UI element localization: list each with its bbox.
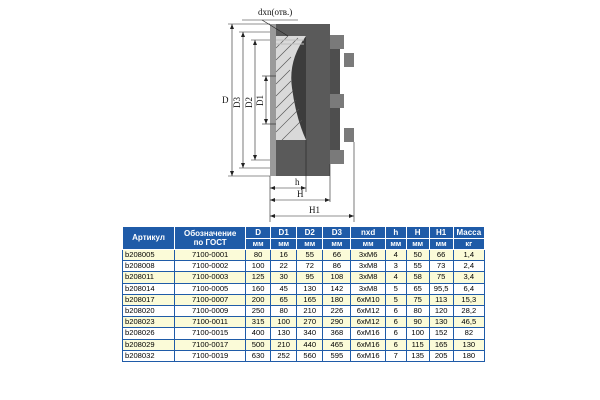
table-cell: 6 [385, 328, 406, 339]
table-cell: 28,2 [453, 305, 484, 316]
header-article: Артикул [123, 227, 175, 250]
cell-gost: 7100-0003 [175, 272, 246, 283]
cell-gost: 7100-0011 [175, 317, 246, 328]
table-cell: 5 [385, 283, 406, 294]
table-cell: 180 [453, 350, 484, 361]
table-cell: 80 [406, 305, 429, 316]
table-cell: 45 [271, 283, 297, 294]
table-row [123, 317, 485, 328]
table-cell: 75 [406, 294, 429, 305]
table-cell: 3xM8 [351, 283, 385, 294]
table-cell: 250 [246, 305, 271, 316]
label-D: D [222, 95, 229, 105]
table-cell: 95,5 [429, 283, 453, 294]
table-cell: 65 [406, 283, 429, 294]
table-cell: 4 [385, 272, 406, 283]
unit-cell: кг [453, 239, 484, 250]
table-cell: 180 [323, 294, 351, 305]
unit-cell: мм [406, 239, 429, 250]
table-cell: 22 [271, 261, 297, 272]
cell-article: b208020 [123, 305, 175, 316]
table-cell: 252 [271, 350, 297, 361]
header-H1: H1 [429, 227, 453, 239]
table-cell: 440 [297, 339, 323, 350]
table-cell: 100 [246, 261, 271, 272]
cell-article: b208014 [123, 283, 175, 294]
table-cell: 82 [453, 328, 484, 339]
table-cell: 135 [406, 350, 429, 361]
table-cell: 6xM16 [351, 339, 385, 350]
table-cell: 58 [406, 272, 429, 283]
jaw-bottom-step [344, 128, 354, 142]
table-cell: 3xM8 [351, 261, 385, 272]
header-mass: Масса [453, 227, 484, 239]
table-cell: 210 [297, 305, 323, 316]
table-cell: 100 [406, 328, 429, 339]
table-cell: 75 [429, 272, 453, 283]
table-cell: 7 [385, 350, 406, 361]
table-cell: 66 [323, 250, 351, 261]
table-cell: 80 [246, 250, 271, 261]
label-dxn: dxn(отв.) [258, 7, 293, 17]
table-cell: 115 [406, 339, 429, 350]
jaw-bottom [330, 150, 344, 164]
table-cell: 50 [406, 250, 429, 261]
table-cell: 6 [385, 305, 406, 316]
table-cell: 3xM6 [351, 250, 385, 261]
table-cell: 66 [429, 250, 453, 261]
table-cell: 95 [297, 272, 323, 283]
table-cell: 290 [323, 317, 351, 328]
table-cell: 5 [385, 294, 406, 305]
label-h: h [295, 177, 300, 187]
cell-article: b208026 [123, 328, 175, 339]
cell-article: b208017 [123, 294, 175, 305]
unit-cell: мм [271, 239, 297, 250]
label-D3: D3 [232, 97, 242, 108]
table-cell: 226 [323, 305, 351, 316]
table-cell: 315 [246, 317, 271, 328]
unit-cell: мм [297, 239, 323, 250]
table-cell: 142 [323, 283, 351, 294]
label-H1: H1 [309, 205, 320, 215]
table-cell: 130 [297, 283, 323, 294]
table-cell: 6 [385, 339, 406, 350]
table-cell: 205 [429, 350, 453, 361]
cell-article: b208023 [123, 317, 175, 328]
unit-cell: мм [385, 239, 406, 250]
table-cell: 465 [323, 339, 351, 350]
table-cell: 100 [271, 317, 297, 328]
table-cell: 30 [271, 272, 297, 283]
cell-gost: 7100-0009 [175, 305, 246, 316]
table-cell: 113 [429, 294, 453, 305]
cell-article: b208008 [123, 261, 175, 272]
table-cell: 55 [297, 250, 323, 261]
header-D: D [246, 227, 271, 239]
table-cell: 400 [246, 328, 271, 339]
table-cell: 595 [323, 350, 351, 361]
header-H: H [406, 227, 429, 239]
cell-gost: 7100-0015 [175, 328, 246, 339]
table-header-row [123, 227, 485, 239]
table-row [123, 283, 485, 294]
table-cell: 108 [323, 272, 351, 283]
table-cell: 120 [429, 305, 453, 316]
table-cell: 6xM16 [351, 350, 385, 361]
header-h: h [385, 227, 406, 239]
table-row [123, 294, 485, 305]
table-cell: 16 [271, 250, 297, 261]
table-cell: 160 [246, 283, 271, 294]
table-cell: 55 [406, 261, 429, 272]
table-cell: 6,4 [453, 283, 484, 294]
table-cell: 500 [246, 339, 271, 350]
cell-gost: 7100-0007 [175, 294, 246, 305]
jaw-top-step [344, 53, 354, 67]
table-row [123, 350, 485, 361]
table-row [123, 272, 485, 283]
table-cell: 130 [453, 339, 484, 350]
table-cell: 6xM12 [351, 317, 385, 328]
table-row [123, 250, 485, 261]
header-D2: D2 [297, 227, 323, 239]
front-face [270, 24, 276, 176]
table-cell: 368 [323, 328, 351, 339]
table-cell: 560 [297, 350, 323, 361]
unit-cell: мм [323, 239, 351, 250]
cell-article: b208005 [123, 250, 175, 261]
table-cell: 3,4 [453, 272, 484, 283]
table-cell: 6xM12 [351, 305, 385, 316]
table-cell: 15,3 [453, 294, 484, 305]
table-row [123, 261, 485, 272]
table-cell: 152 [429, 328, 453, 339]
cell-article: b208032 [123, 350, 175, 361]
table-row [123, 328, 485, 339]
table-cell: 6xM16 [351, 328, 385, 339]
table-cell: 165 [297, 294, 323, 305]
table-cell: 270 [297, 317, 323, 328]
label-D1: D1 [255, 95, 265, 106]
table-cell: 210 [271, 339, 297, 350]
header-D3: D3 [323, 227, 351, 239]
table-body [123, 250, 485, 362]
spec-table [122, 226, 485, 362]
table-cell: 340 [297, 328, 323, 339]
table-cell: 125 [246, 272, 271, 283]
jaw-middle [330, 94, 344, 108]
jaw-top [330, 35, 344, 49]
table-cell: 80 [271, 305, 297, 316]
cell-gost: 7100-0002 [175, 261, 246, 272]
unit-cell: мм [429, 239, 453, 250]
table-cell: 90 [406, 317, 429, 328]
table-cell: 630 [246, 350, 271, 361]
cell-article: b208029 [123, 339, 175, 350]
cell-article: b208011 [123, 272, 175, 283]
table-cell: 3xM8 [351, 272, 385, 283]
table-cell: 165 [429, 339, 453, 350]
table-cell: 46,5 [453, 317, 484, 328]
header-D1: D1 [271, 227, 297, 239]
table-cell: 3 [385, 261, 406, 272]
table-cell: 130 [429, 317, 453, 328]
header-nxd: nxd [351, 227, 385, 239]
table-cell: 65 [271, 294, 297, 305]
table-cell: 73 [429, 261, 453, 272]
table-row [123, 339, 485, 350]
table-cell: 6xM10 [351, 294, 385, 305]
unit-cell: мм [351, 239, 385, 250]
cell-gost: 7100-0001 [175, 250, 246, 261]
table-cell: 2,4 [453, 261, 484, 272]
label-D2: D2 [244, 97, 254, 108]
chuck-body [270, 24, 354, 176]
table-row [123, 305, 485, 316]
cell-gost: 7100-0019 [175, 350, 246, 361]
table-cell: 6 [385, 317, 406, 328]
label-H: H [297, 189, 304, 199]
table-cell: 86 [323, 261, 351, 272]
table-cell: 4 [385, 250, 406, 261]
cell-gost: 7100-0005 [175, 283, 246, 294]
table-cell: 130 [271, 328, 297, 339]
table-cell: 1,4 [453, 250, 484, 261]
cell-gost: 7100-0017 [175, 339, 246, 350]
header-gost: Обозначение по ГОСТ [175, 227, 246, 250]
table-cell: 200 [246, 294, 271, 305]
unit-cell: мм [246, 239, 271, 250]
table-cell: 72 [297, 261, 323, 272]
